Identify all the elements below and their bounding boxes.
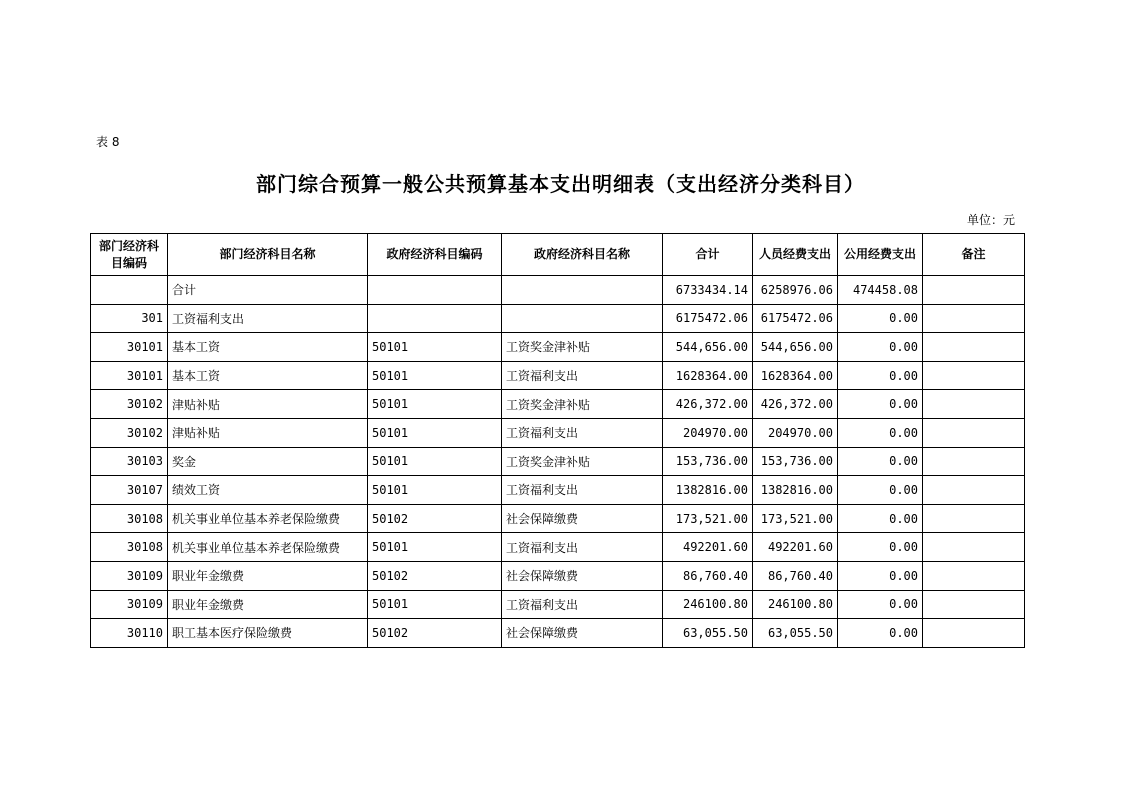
unit-label: 单位：元 <box>966 213 1015 227</box>
cell-public: 0.00 <box>838 561 923 590</box>
col-header-total: 合计 <box>663 234 753 276</box>
cell-dept-code: 30102 <box>91 390 168 419</box>
cell-note <box>923 276 1025 305</box>
cell-dept-name: 津贴补贴 <box>168 390 368 419</box>
page-title: 部门综合预算一般公共预算基本支出明细表（支出经济分类科目） <box>256 172 865 196</box>
cell-public: 0.00 <box>838 304 923 333</box>
cell-public: 0.00 <box>838 619 923 648</box>
col-header-personnel: 人员经费支出 <box>753 234 838 276</box>
cell-dept-name: 机关事业单位基本养老保险缴费 <box>168 533 368 562</box>
cell-dept-name: 津贴补贴 <box>168 418 368 447</box>
cell-gov-name: 工资福利支出 <box>502 476 663 505</box>
cell-gov-code: 50101 <box>368 418 502 447</box>
cell-total: 6175472.06 <box>663 304 753 333</box>
cell-dept-code: 301 <box>91 304 168 333</box>
cell-personnel: 6175472.06 <box>753 304 838 333</box>
cell-personnel: 63,055.50 <box>753 619 838 648</box>
cell-personnel: 6258976.06 <box>753 276 838 305</box>
table-row <box>91 533 1025 562</box>
cell-note <box>923 476 1025 505</box>
cell-dept-code: 30103 <box>91 447 168 476</box>
table-row <box>91 476 1025 505</box>
cell-gov-name: 工资福利支出 <box>502 590 663 619</box>
cell-gov-code: 50101 <box>368 447 502 476</box>
cell-public: 0.00 <box>838 476 923 505</box>
table-number-label: 表 8 <box>96 135 120 149</box>
cell-dept-code: 30109 <box>91 590 168 619</box>
cell-total: 426,372.00 <box>663 390 753 419</box>
cell-gov-name: 工资福利支出 <box>502 533 663 562</box>
cell-gov-name: 工资奖金津补贴 <box>502 333 663 362</box>
cell-note <box>923 447 1025 476</box>
cell-dept-name: 工资福利支出 <box>168 304 368 333</box>
cell-gov-code <box>368 276 502 305</box>
cell-dept-name: 职业年金缴费 <box>168 561 368 590</box>
cell-public: 0.00 <box>838 590 923 619</box>
budget-table <box>90 233 1025 648</box>
cell-gov-name: 工资福利支出 <box>502 361 663 390</box>
cell-total: 86,760.40 <box>663 561 753 590</box>
cell-public: 0.00 <box>838 390 923 419</box>
cell-public: 0.00 <box>838 333 923 362</box>
cell-gov-code: 50102 <box>368 504 502 533</box>
cell-total: 173,521.00 <box>663 504 753 533</box>
cell-gov-name: 工资奖金津补贴 <box>502 390 663 419</box>
cell-gov-code: 50101 <box>368 390 502 419</box>
cell-public: 0.00 <box>838 447 923 476</box>
cell-gov-name: 工资福利支出 <box>502 418 663 447</box>
cell-gov-code <box>368 304 502 333</box>
cell-gov-code: 50101 <box>368 590 502 619</box>
col-header-dept-name: 部门经济科目名称 <box>168 234 368 276</box>
cell-public: 0.00 <box>838 533 923 562</box>
cell-personnel: 246100.80 <box>753 590 838 619</box>
cell-gov-code: 50101 <box>368 333 502 362</box>
cell-note <box>923 361 1025 390</box>
cell-gov-name <box>502 304 663 333</box>
cell-dept-name: 合计 <box>168 276 368 305</box>
table-row <box>91 361 1025 390</box>
cell-total: 204970.00 <box>663 418 753 447</box>
cell-gov-code: 50102 <box>368 561 502 590</box>
cell-dept-name: 职业年金缴费 <box>168 590 368 619</box>
cell-gov-code: 50101 <box>368 476 502 505</box>
cell-note <box>923 333 1025 362</box>
cell-personnel: 153,736.00 <box>753 447 838 476</box>
cell-dept-code: 30108 <box>91 533 168 562</box>
cell-note <box>923 304 1025 333</box>
cell-total: 246100.80 <box>663 590 753 619</box>
table-row <box>91 390 1025 419</box>
cell-note <box>923 619 1025 648</box>
cell-total: 63,055.50 <box>663 619 753 648</box>
cell-personnel: 426,372.00 <box>753 390 838 419</box>
cell-dept-code: 30109 <box>91 561 168 590</box>
cell-dept-name: 机关事业单位基本养老保险缴费 <box>168 504 368 533</box>
cell-total: 1628364.00 <box>663 361 753 390</box>
cell-dept-code: 30110 <box>91 619 168 648</box>
cell-total: 1382816.00 <box>663 476 753 505</box>
col-header-public: 公用经费支出 <box>838 234 923 276</box>
col-header-gov-code: 政府经济科目编码 <box>368 234 502 276</box>
cell-total: 6733434.14 <box>663 276 753 305</box>
cell-dept-code: 30101 <box>91 361 168 390</box>
table-row <box>91 504 1025 533</box>
cell-dept-code: 30102 <box>91 418 168 447</box>
cell-public: 474458.08 <box>838 276 923 305</box>
cell-gov-name <box>502 276 663 305</box>
cell-personnel: 1382816.00 <box>753 476 838 505</box>
header-row <box>91 234 1025 276</box>
cell-dept-name: 基本工资 <box>168 361 368 390</box>
table-row <box>91 561 1025 590</box>
table-row <box>91 333 1025 362</box>
table-row <box>91 447 1025 476</box>
cell-gov-code: 50101 <box>368 361 502 390</box>
cell-total: 153,736.00 <box>663 447 753 476</box>
cell-total: 492201.60 <box>663 533 753 562</box>
cell-note <box>923 561 1025 590</box>
cell-gov-name: 工资奖金津补贴 <box>502 447 663 476</box>
cell-dept-name: 奖金 <box>168 447 368 476</box>
table-body <box>91 276 1025 648</box>
cell-dept-name: 基本工资 <box>168 333 368 362</box>
col-header-dept-code: 部门经济科目编码 <box>91 234 168 276</box>
cell-dept-code: 30108 <box>91 504 168 533</box>
cell-dept-code <box>91 276 168 305</box>
cell-note <box>923 590 1025 619</box>
cell-dept-code: 30101 <box>91 333 168 362</box>
table-row <box>91 590 1025 619</box>
cell-note <box>923 533 1025 562</box>
cell-dept-code: 30107 <box>91 476 168 505</box>
cell-personnel: 204970.00 <box>753 418 838 447</box>
col-header-note: 备注 <box>923 234 1025 276</box>
cell-gov-code: 50102 <box>368 619 502 648</box>
cell-note <box>923 390 1025 419</box>
cell-personnel: 1628364.00 <box>753 361 838 390</box>
cell-dept-name: 职工基本医疗保险缴费 <box>168 619 368 648</box>
cell-personnel: 86,760.40 <box>753 561 838 590</box>
cell-dept-name: 绩效工资 <box>168 476 368 505</box>
cell-gov-name: 社会保障缴费 <box>502 504 663 533</box>
cell-public: 0.00 <box>838 418 923 447</box>
cell-personnel: 173,521.00 <box>753 504 838 533</box>
table-row <box>91 276 1025 305</box>
cell-public: 0.00 <box>838 504 923 533</box>
table-row <box>91 619 1025 648</box>
col-header-gov-name: 政府经济科目名称 <box>502 234 663 276</box>
table-row <box>91 418 1025 447</box>
table-row <box>91 304 1025 333</box>
cell-public: 0.00 <box>838 361 923 390</box>
cell-gov-name: 社会保障缴费 <box>502 561 663 590</box>
table-header <box>91 234 1025 276</box>
cell-personnel: 544,656.00 <box>753 333 838 362</box>
cell-gov-code: 50101 <box>368 533 502 562</box>
cell-personnel: 492201.60 <box>753 533 838 562</box>
cell-note <box>923 418 1025 447</box>
cell-note <box>923 504 1025 533</box>
cell-total: 544,656.00 <box>663 333 753 362</box>
cell-gov-name: 社会保障缴费 <box>502 619 663 648</box>
